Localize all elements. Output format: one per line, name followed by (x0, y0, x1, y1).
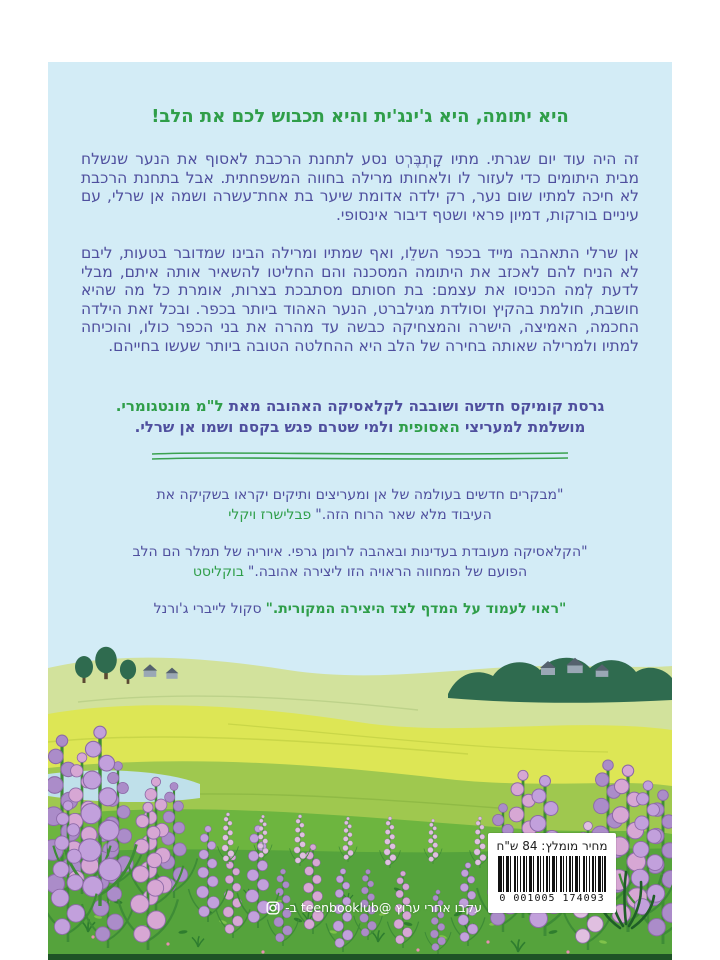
price-barcode-box (488, 833, 616, 913)
review-3-text: "ראוי לעמוד על המדף לצד היצירה המקורית." (265, 601, 567, 617)
divider-lines (150, 450, 570, 462)
tagline (48, 396, 672, 438)
tagline-1-text: גרסת קומיקס חדשה ושובבה לקלאסיקה האהובה מאת (223, 397, 605, 415)
tagline-line-2 (48, 417, 672, 438)
review-2-source: בוקליסט (192, 563, 244, 580)
review-quote-2 (123, 543, 597, 582)
review-quote-1 (134, 486, 586, 525)
tagline-2-text: מושלמת למעריצי (459, 418, 586, 436)
review-1-source: פבלישרז ויקלי (228, 506, 312, 523)
review-2-text: "הקלאסיקה מעובדת בעדינות ובאהבה לרומן גרפי. איוריה של תמלר הם הלב הפועם של המחווה הראויה הזו ליצירה אהובה." (132, 544, 588, 580)
synopsis-paragraph-1: זה היה עוד יום שגרתי. מתיו קָתְבֶּרְט נסע לתחנת הרכבת לאסוף את הנער שנשלח מבית היתומים כדי לעזור לו ולאחותו מרילה בחווה המשפחתית. אבל בתחנת הרכבת לא חיכה למתיו שום נער, רק ילדה אדומת שיער בת אחת־עשרה ושמה אן שרלי, עם עיניים בורקות, דמיון פראי ושטף דיבור אינסופי. (81, 150, 639, 224)
tagline-2-text-end: ולמי שטרם פגש בקסם ושמו אן שרלי. (134, 418, 399, 436)
instagram-icon (266, 901, 280, 915)
bottom-edge (48, 954, 672, 960)
headline: היא יתומה, היא ג'ינג'ית והיא תכבוש לכם את הלב! (151, 106, 569, 127)
review-3-source: סקול לייברי ג'ורנל (153, 601, 262, 617)
social-follow (266, 900, 482, 915)
price-label: מחיר מומלץ: 84 ש"ח (496, 839, 608, 853)
tagline-line-1 (48, 396, 672, 417)
tagline-2-title: האסופית (398, 418, 460, 436)
barcode (498, 856, 606, 892)
social-label: עקבו אחרי ערוץ @teenbooklub ב- (285, 900, 482, 915)
synopsis-paragraph-2: אן שרלי התאהבה מייד בכפר השלֵו, ואף שמתיו ומרילה הבינו שמדובר בטעות, ליבם לא הניח להם לאכזב את היתומה המסכנה והם החליטו להשאיר אותה איתם, מבלי לדעת לְמה הכניסו את עצמם: בת חסותם מסתבכת בצרות, אומרת כל מה שהיא חושבת, חולמת בהקיץ וסולדת מגילברט, הנער האהוד ביותר בכפר. ובכל זאת הילדה החכמה, האמיצה, הישרה והמצחיקה כבשה עד מהרה את בני הכפר כולו, והוכיחה למתיו ולמרילה שאותה בחירה של הלב היא ההחלטה הטובה ביותר שעשו בחייהם. (81, 244, 639, 355)
review-1-text: "מבקרים חדשים בעולמה של אן ומעריצים ותיקים יקראו בשקיקה את העיבוד מלא שאר הרוח הזה." (156, 487, 564, 523)
book-back-cover (48, 62, 672, 960)
barcode-digits: 0 001005 174093 (499, 893, 605, 904)
tagline-1-author: ל"מ מונטגומרי. (115, 397, 224, 415)
